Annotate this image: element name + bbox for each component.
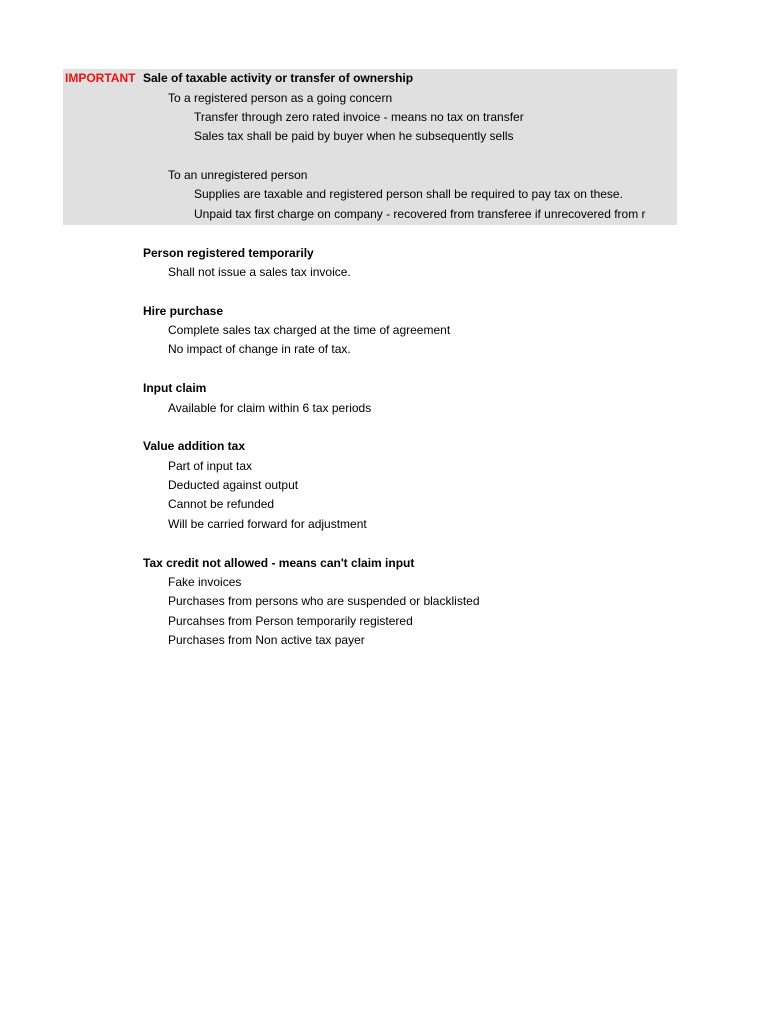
unregistered-item: Unpaid tax first charge on company - recovered from transferee if unrecovered from r [194, 207, 646, 221]
section-item: Complete sales tax charged at the time of agreement [168, 323, 451, 337]
unregistered-item: Supplies are taxable and registered person shall be required to pay tax on these. [194, 187, 623, 201]
section-item: Purcahses from Person temporarily registered [168, 614, 413, 628]
section-item: Purchases from Non active tax payer [168, 633, 365, 647]
section-item: Will be carried forward for adjustment [168, 517, 367, 531]
section-item: Fake invoices [168, 575, 242, 589]
section-item: Part of input tax [168, 459, 253, 473]
unregistered-heading: To an unregistered person [168, 168, 308, 182]
section-item: Purchases from persons who are suspended or blacklisted [168, 594, 480, 608]
section-heading-tax-credit-not-allowed: Tax credit not allowed - means can't claim input [143, 556, 415, 570]
important-label: IMPORTANT [65, 71, 136, 85]
section-heading-input-claim: Input claim [143, 381, 207, 395]
section-item: Shall not issue a sales tax invoice. [168, 265, 351, 279]
section-item: Available for claim within 6 tax periods [168, 401, 372, 415]
registered-item: Sales tax shall be paid by buyer when he subsequently sells [194, 129, 514, 143]
section-heading-hire-purchase: Hire purchase [143, 304, 224, 318]
section-item: No impact of change in rate of tax. [168, 342, 351, 356]
registered-heading: To a registered person as a going concern [168, 91, 393, 105]
registered-item: Transfer through zero rated invoice - means no tax on transfer [194, 110, 524, 124]
section-heading-value-addition-tax: Value addition tax [143, 439, 246, 453]
important-section-title: Sale of taxable activity or transfer of ownership [143, 71, 414, 85]
section-item: Deducted against output [168, 478, 299, 492]
section-item: Cannot be refunded [168, 497, 275, 511]
section-heading-person-registered-temporarily: Person registered temporarily [143, 246, 314, 260]
